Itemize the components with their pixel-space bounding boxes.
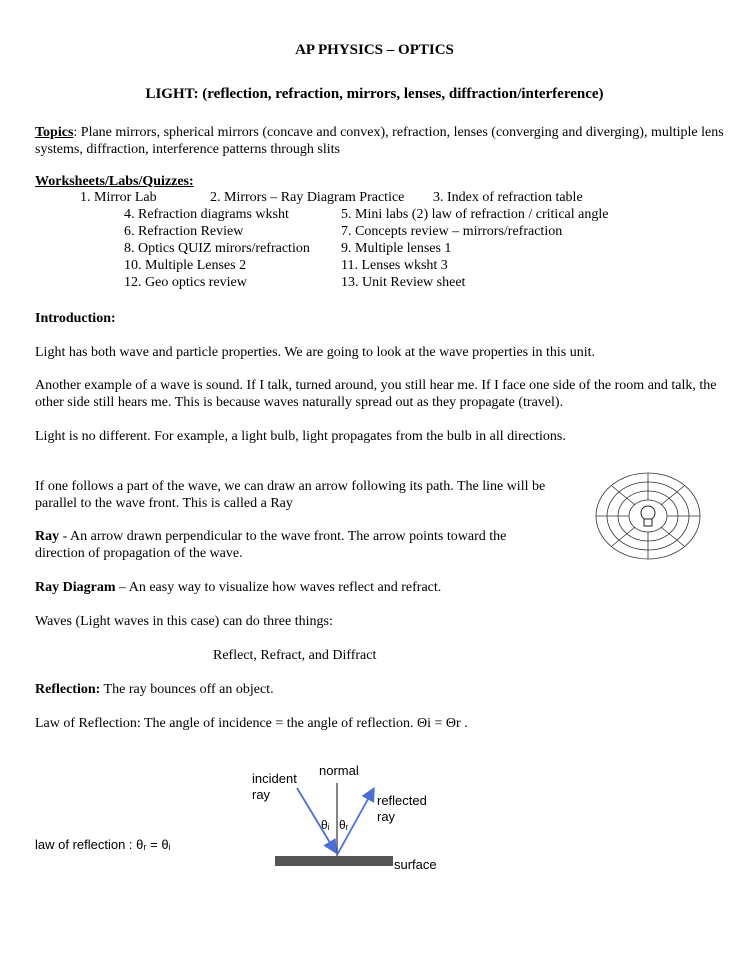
intro-paragraph-3: Light is no different. For example, a light bulb, light propagates from the bulb in all directions.	[35, 429, 566, 444]
ray-definition: Ray - An arrow drawn perpendicular to the wave front. The arrow points toward the direction of propagation of the wave.	[35, 529, 507, 561]
worksheet-item-3: 3. Index of refraction table	[433, 190, 583, 205]
normal-label: normal	[319, 763, 359, 778]
surface-label: surface	[394, 857, 437, 872]
theta-i-label: θᵢ	[321, 818, 330, 832]
reflection-term: Reflection:	[35, 682, 101, 697]
page-subtitle: LIGHT: (reflection, refraction, mirrors, lenses, diffraction/interference)	[145, 86, 604, 102]
worksheet-item-6: 6. Refraction Review	[124, 224, 244, 239]
reflection-definition: Reflection: The ray bounces off an object.	[35, 682, 274, 697]
theta-r-label: θᵣ	[339, 818, 349, 832]
intro-paragraph-2: Another example of a wave is sound. If I talk, turned around, you still hear me. If I face one side of the room and talk, the other side still hears me. This is because waves naturally spread out as they propagate (travel).	[35, 378, 717, 410]
reflected-label: reflected	[377, 793, 427, 808]
incident-label: incident	[252, 771, 297, 786]
worksheet-item-5: 5. Mini labs (2) law of refraction / critical angle	[341, 207, 609, 222]
worksheet-item-1: 1. Mirror Lab	[80, 190, 157, 205]
worksheet-item-13: 13. Unit Review sheet	[341, 275, 466, 290]
page-title: AP PHYSICS – OPTICS	[295, 42, 454, 58]
worksheet-item-10: 10. Multiple Lenses 2	[124, 258, 247, 273]
worksheets-heading: Worksheets/Labs/Quizzes:	[35, 174, 194, 189]
intro-paragraph-4: If one follows a part of the wave, we can draw an arrow following its path. The line will be parallel to the wave front. This is called a Ray	[35, 479, 546, 511]
reflected-ray-label: ray	[377, 809, 396, 824]
bulb-icon	[641, 506, 655, 526]
incident-ray-label: ray	[252, 787, 271, 802]
introduction-heading: Introduction:	[35, 311, 116, 326]
reflecting-surface	[275, 856, 393, 866]
topics-paragraph	[35, 124, 725, 158]
worksheet-item-12: 12. Geo optics review	[124, 275, 247, 290]
worksheet-item-8: 8. Optics QUIZ mirors/refraction	[124, 241, 310, 256]
intro-paragraph-1: Light has both wave and particle properties. We are going to look at the wave properties in this unit.	[35, 345, 596, 360]
worksheet-item-7: 7. Concepts review – mirrors/refraction	[341, 224, 563, 239]
light-bulb-wavefront-image	[590, 470, 710, 562]
waves-intro: Waves (Light waves in this case) can do three things:	[35, 614, 333, 629]
law-of-reflection-caption: law of reflection : θᵣ = θᵢ	[35, 837, 171, 852]
worksheet-item-11: 11. Lenses wksht 3	[341, 258, 448, 273]
law-of-reflection-text: Law of Reflection: The angle of incidence = the angle of reflection. Θi = Θr .	[35, 716, 468, 731]
ray-diagram-definition: Ray Diagram – An easy way to visualize how waves reflect and refract.	[35, 580, 442, 595]
ray-diagram-term: Ray Diagram	[35, 580, 116, 595]
topics-text: : Plane mirrors, spherical mirrors (concave and convex), refraction, lenses (converging and diverging), multiple lens systems, diffraction, interference patterns through slits	[35, 125, 724, 157]
worksheet-item-9: 9. Multiple lenses 1	[341, 241, 452, 256]
topics-label: Topics	[35, 125, 74, 140]
worksheet-item-2: 2. Mirrors – Ray Diagram Practice	[210, 190, 405, 205]
ray-term: Ray	[35, 529, 60, 544]
worksheet-item-4: 4. Refraction diagrams wksht	[124, 207, 289, 222]
wave-behaviors: Reflect, Refract, and Diffract	[213, 648, 377, 663]
